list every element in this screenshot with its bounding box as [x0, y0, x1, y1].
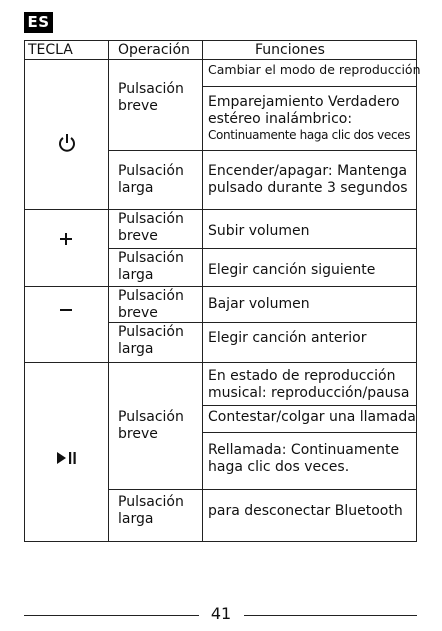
play-pause-icon — [56, 451, 78, 465]
table-right-border — [416, 40, 417, 542]
plus-func-short: Subir volumen — [208, 223, 310, 239]
power-op-short: Pulsación breve — [118, 81, 184, 114]
minus-func-short: Bajar volumen — [208, 296, 310, 312]
plus-op-long: Pulsación larga — [118, 250, 184, 283]
row-divider — [202, 86, 417, 87]
header-tecla: TECLA — [28, 42, 73, 58]
plus-op-short: Pulsación breve — [118, 211, 184, 244]
row-divider — [108, 248, 417, 249]
row-divider — [24, 209, 417, 210]
footer-rule-left — [24, 615, 199, 616]
power-icon — [58, 133, 76, 153]
header-divider — [24, 59, 417, 60]
row-divider — [24, 286, 417, 287]
row-divider — [202, 405, 417, 406]
table-top-border — [24, 40, 417, 41]
power-func-pair: Emparejamiento Verdadero estéreo inalámbrico: — [208, 94, 400, 127]
minus-op-long: Pulsación larga — [118, 324, 184, 357]
play-op-short: Pulsación breve — [118, 409, 184, 442]
row-divider — [108, 322, 417, 323]
header-funciones: Funciones — [255, 42, 325, 58]
power-op-long: Pulsación larga — [118, 163, 184, 196]
column-divider — [202, 40, 203, 542]
table-bottom-border — [24, 541, 417, 542]
table-left-border — [24, 40, 25, 542]
play-op-long: Pulsación larga — [118, 494, 184, 527]
minus-func-long: Elegir canción anterior — [208, 330, 367, 346]
play-func-long: para desconectar Bluetooth — [208, 503, 403, 519]
play-func-redial: Rellamada: Continuamente haga clic dos veces. — [208, 442, 400, 475]
power-func-mode: Cambiar el modo de reproducción — [208, 62, 421, 77]
header-operacion: Operación — [118, 42, 190, 58]
row-divider — [108, 150, 417, 151]
row-divider — [24, 362, 417, 363]
footer-rule-right — [244, 615, 417, 616]
play-func-call: Contestar/colgar una llamada — [208, 409, 416, 425]
row-divider — [202, 432, 417, 433]
power-func-pair-note: Continuamente haga clic dos veces — [208, 128, 411, 142]
row-divider — [108, 489, 417, 490]
power-func-onoff: Encender/apagar: Mantenga pulsado durante 3 segundos — [208, 163, 408, 196]
minus-icon — [59, 307, 73, 313]
plus-icon — [59, 232, 73, 246]
play-func-play: En estado de reproducción musical: reproducción/pausa — [208, 368, 410, 401]
column-divider — [108, 40, 109, 542]
plus-func-long: Elegir canción siguiente — [208, 262, 376, 278]
page-number: 41 — [210, 604, 232, 623]
minus-op-short: Pulsación breve — [118, 288, 184, 321]
language-badge: ES — [24, 12, 53, 33]
